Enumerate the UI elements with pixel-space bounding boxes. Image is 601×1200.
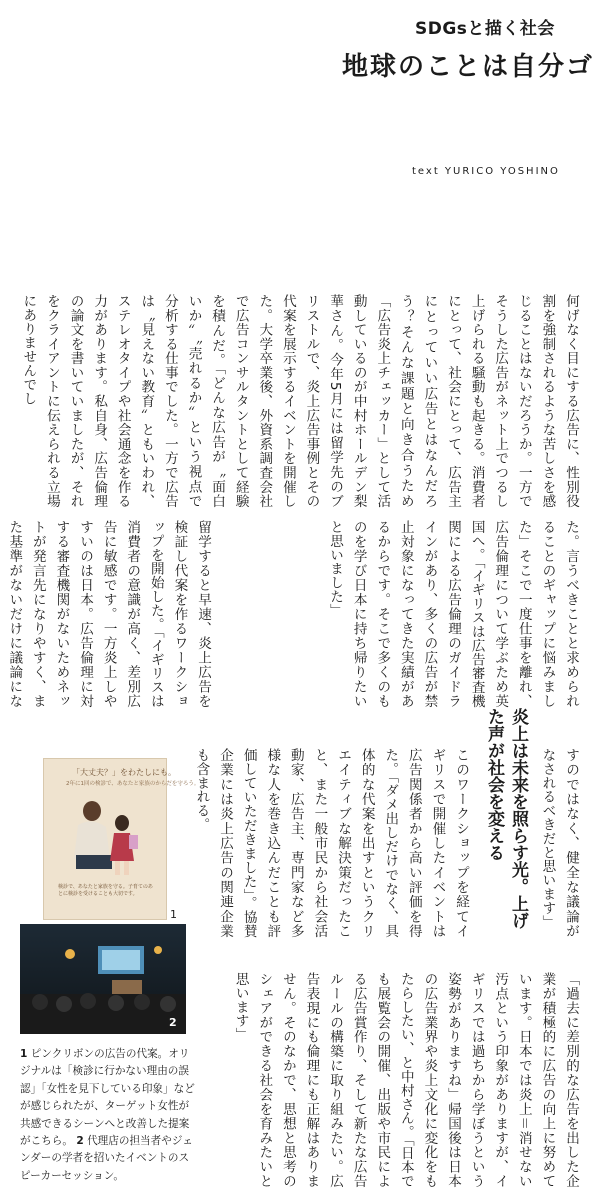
body-continued-text: た。言うべきことと求められることのギャップに悩みました」そこで一度仕事を離れ、広告倫理について学ぶため英国へ。「イギリスは広告審査機関による広告倫理のガイドラインがあり、多くの広告が禁止対象になってきた実績があるからです。そこで多くのものを学び日本に持ち帰りたいと思いました」 — [327, 520, 579, 708]
poster-title: 「大丈夫？」をわたしにも。 — [72, 768, 176, 777]
pink-ribbon-ad-illustration — [43, 758, 200, 920]
section-subheading: 炎上は未来を照らす光。上げた声が社会を変える — [484, 708, 528, 929]
body-bottom-tier — [212, 972, 582, 1188]
body-mid-lead — [530, 748, 582, 938]
figure-1-label: 1 — [170, 908, 177, 921]
figure-caption — [20, 1046, 195, 1185]
speaker-session-photo — [20, 924, 186, 1034]
body-mid2-text: このワークショップを経てイギリスで開催したイベントは広告関係者から高い評価を得た。「ダメ出しだけでなく、具体的な代案を出すというクリエイティブな解決策だったこと、また一般市民から社会活動家、広告主、専門家など多様な人を巻き込んだことも評価していただきました」。協賛企業には炎上広告の関連企業も含まれる。 — [193, 748, 469, 938]
body-mid-text: すのではなく、健全な議論がなされるべきだと思います」 — [539, 748, 579, 938]
poster-subtitle: 2年に1回の検診で、あなたと家族のからだを守ろう。 — [66, 781, 200, 787]
body-upper-tier — [22, 294, 582, 508]
figure-2-label: 2 — [169, 1016, 177, 1029]
caption-number-2: 2 — [76, 1135, 84, 1148]
body-bottom-text: 「過去に差別的な広告を出した企業が積極的に広告の向上に努めています。日本では炎上＝消せない汚点という印象がありますが、イギリスでは過ちから学ぼうという姿勢がありますね」帰国後は日本の広告業界や炎上文化に変化をもたらしたい、と中村さん。「日本でも展覧会の開催、出版や市民による広告賞作り、そして新たな広告ルールの構築に取り組みたい。広告表現にも倫理にも正解はありません。そのなかで、思想と思考のシェアができる社会を育みたいと思います」 — [232, 972, 579, 1188]
caption-text-2: 代理店の担当者やジェンダーの学者を招いたイベントのスピーカーセッション。 — [20, 1135, 193, 1182]
poster-footnote: 検診で、あなたと家族を守る。子育てのあとに検診を受けることも大切です。 — [58, 884, 153, 897]
writer-credit: text YURICO YOSHINO — [412, 166, 560, 177]
series-title: SDGsと描く社会 — [415, 19, 555, 39]
body-upper-text: 何げなく目にする広告に、性別役割を強制されるような苦しさを感じることはないだろうか。一方でそうした広告がネット上でつるし上げられる騒動も起きる。消費者にとって、社会にとって、広告主にとっていい広告とはなんだろう？そんな課題と向き合うため「広告炎上チェッカー」として活動しているのが中村ホールデン梨華さん。今年5月には留学先のブリストルで、炎上広告事例とその代案を展示するイベントを開催した。大学卒業後、外資系調査会社で広告コンサルタントとして経験を積んだ。「どんな広告が〝面白いか〟〝売れるか〟という視点で分析する仕事でした。一方で広告は〝見えない教育〟ともいわれ、ステレオタイプや社会通念を作る力があります。私自身、広告倫理の論文を書いていましたが、それをクライアントに伝えられる立場にありませんでし — [20, 294, 579, 508]
caption-text-1: ピンクリボンの広告の代案。オリジナルは「検診に行かない理由の誤認」「女性を見下している印象」などが感じられたが、ターゲット女性が共感できるシーンへと改善した提案がこちら。 — [20, 1048, 195, 1148]
body-lower-text: 留学すると早速、炎上広告を検証し代案を作るワークショップを開始した。「イギリスは消費者の意識が高く、差別広告に敏感です。一方炎上しやすいのは日本。広告倫理に対する審査機関がないためネットが発言先になりやすく、また基準がないだけに議論にな — [6, 520, 211, 708]
mother-child-figure — [54, 789, 154, 881]
body-lower-left — [6, 520, 214, 708]
body-mid-second — [193, 748, 472, 938]
event-scene — [20, 924, 186, 1034]
caption-number-1: 1 — [20, 1048, 28, 1060]
article-headline: 地球のことは自分ゴ — [342, 52, 595, 82]
body-middle-tier — [222, 520, 582, 708]
